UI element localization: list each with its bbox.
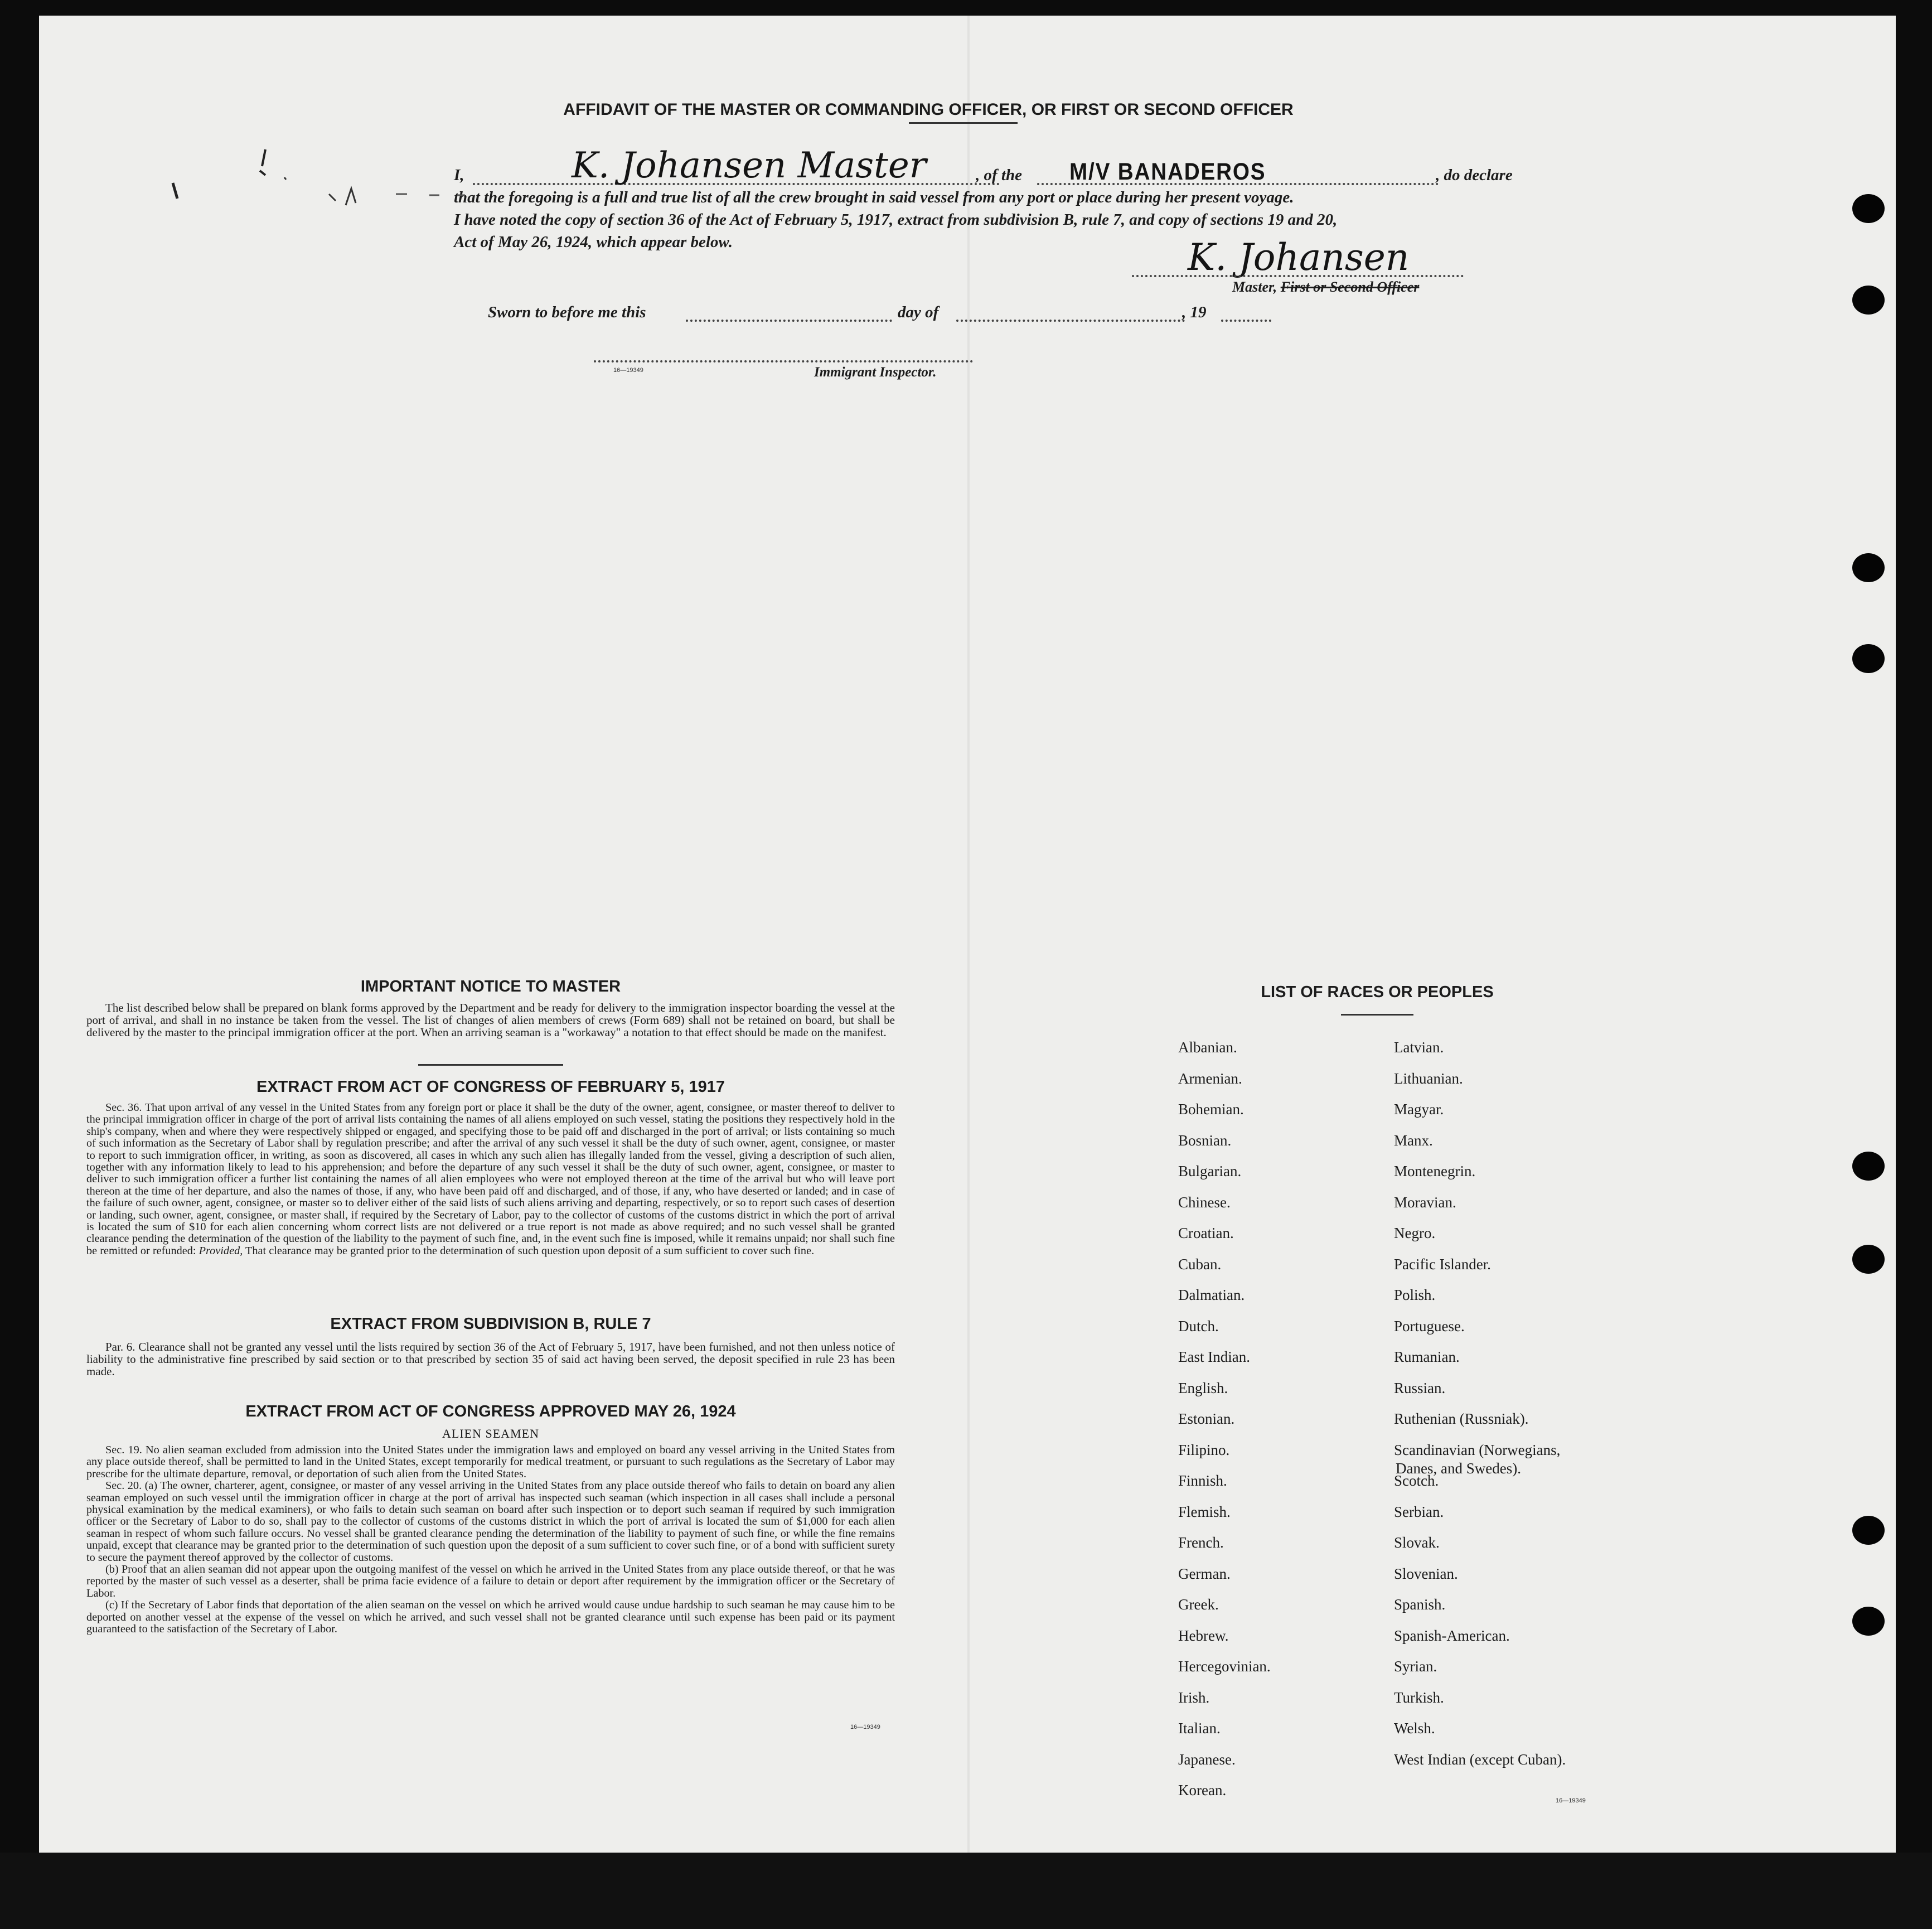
sec20a-text: The owner, charterer, agent, consignee, or master of any vessel arriving in the United States from any place outside thereof who fails to detain on board any alien seaman employed on such vessel until the immigration officer in charge at the port of arrival has inspected such seaman (which inspection in all cases shall include a personal physical examination by the medical examiners), or who fails to detain such seaman on board after such inspection or to deport such seaman if required by such immigration officer or the Secretary of Labor to do so, shall pay to the collector of customs of the customs district in which the port of arrival is located the sum of $1,000 for each alien seaman in respect of whom such failure occurs. No vessel shall be granted clearance pending the determination of the liability to payment of such fine, or while the fine remains unpaid, except that clearance may be granted prior to the determination of such question upon the deposit of a sum sufficient to cover such fine, or of a bond with sufficient surety to secure the payment thereof approved by the collector of customs. xyxy=(86,1480,895,1564)
race-item: Italian. xyxy=(1178,1720,1221,1737)
sworn-year-field xyxy=(1221,320,1271,322)
affidavit-title: AFFIDAVIT OF THE MASTER OR COMMANDING OFFICER, OR FIRST OR SECOND OFFICER xyxy=(563,100,1294,119)
race-item: Spanish. xyxy=(1394,1596,1446,1613)
binder-hole xyxy=(1852,644,1885,673)
races-title-rule xyxy=(1341,1014,1413,1016)
race-item: Rumanian. xyxy=(1394,1348,1460,1365)
race-item: English. xyxy=(1178,1379,1228,1396)
form-number-bottom-right: 16—19349 xyxy=(1556,1797,1586,1804)
race-item: Negro. xyxy=(1394,1225,1436,1241)
title-rule xyxy=(909,122,1018,124)
proviso-label: Provided, xyxy=(198,1244,243,1257)
affidavit-line1-suffix: , do declare xyxy=(1436,166,1513,184)
scan-background xyxy=(0,1853,1932,1929)
notice-paragraph: The list described below shall be prepared on blank forms approved by the Department and be ready for delivery to the immigration inspector boarding the vessel at the port of arrival, and shall in no instance be taken from the vessel. The list of changes of alien members of crews (Form 689) shall not be retained on board, but shall be delivered by the master to the principal immigration officer at the port. When an arriving seaman is a "workaway" a notation to that effect should be made on the manifest. xyxy=(86,1001,895,1039)
race-item: Magyar. xyxy=(1394,1101,1444,1118)
binder-hole xyxy=(1852,1516,1885,1545)
race-item: Croatian. xyxy=(1178,1225,1234,1241)
rule7-text xyxy=(86,1341,895,1377)
inspector-signature-line xyxy=(594,360,973,362)
race-item: Flemish. xyxy=(1178,1503,1231,1520)
race-item: Syrian. xyxy=(1394,1658,1437,1675)
sec19-label: Sec. 19. xyxy=(105,1444,142,1456)
binder-hole xyxy=(1852,1607,1885,1636)
sworn-date-field xyxy=(686,320,892,322)
rule7-title: EXTRACT FROM SUBDIVISION B, RULE 7 xyxy=(330,1315,651,1333)
binder-hole xyxy=(1852,1152,1885,1181)
form-number-bottom-left: 16—19349 xyxy=(850,1724,880,1730)
sec20a-paragraph xyxy=(86,1480,895,1564)
race-item: West Indian (except Cuban). xyxy=(1394,1751,1566,1768)
race-item: Bosnian. xyxy=(1178,1132,1232,1149)
sec19-paragraph xyxy=(86,1444,895,1480)
race-item: Spanish-American. xyxy=(1394,1627,1510,1644)
document-sheet xyxy=(39,16,1896,1855)
sworn-month-field xyxy=(956,320,1185,322)
race-item: Cuban. xyxy=(1178,1255,1222,1273)
race-item: Scotch. xyxy=(1394,1472,1439,1489)
sec36-label: Sec. 36. xyxy=(105,1101,142,1114)
affidavit-line1-mid: , of the xyxy=(976,166,1022,184)
vessel-name-stamp: M/V BANADEROS xyxy=(1069,158,1266,185)
race-item: Albanian. xyxy=(1178,1039,1237,1056)
extract-1917-text xyxy=(86,1102,895,1257)
race-item: Montenegrin. xyxy=(1394,1163,1476,1179)
race-item: Chinese. xyxy=(1178,1193,1231,1211)
sworn-year-label: , 19 xyxy=(1182,303,1207,321)
signer-title-struck: First or Second Officer xyxy=(1280,279,1420,295)
center-fold xyxy=(967,16,970,1855)
sec36-paragraph xyxy=(86,1102,895,1257)
margin-pencil-marks xyxy=(134,133,491,216)
sec19-text: No alien seaman excluded from admission into the United States under the immigration laws and employed on board any vessel arriving in the United States from any place outside thereof, shall be permitted to land in the United States, except temporarily for medical treatment, or pursuant to such regulations as the Secretary of Labor may prescribe for the ultimate departure, removal, or deportation of such alien from the United States. xyxy=(86,1444,895,1480)
race-item: Estonian. xyxy=(1178,1410,1235,1427)
race-item: French. xyxy=(1178,1534,1224,1551)
race-item: Ruthenian (Russniak). xyxy=(1394,1410,1529,1427)
sec20a-label: Sec. 20. (a) xyxy=(105,1480,158,1492)
races-title: LIST OF RACES OR PEOPLES xyxy=(1261,983,1494,1001)
race-item: Slovak. xyxy=(1394,1534,1440,1551)
race-item: Finnish. xyxy=(1178,1472,1227,1489)
sec20c-paragraph: (c) If the Secretary of Labor finds that deportation of the alien seaman on the vessel on which he arrived would cause undue hardship to such seaman he may cause him to be deported on another vessel at the expense of the vessel on which he arrived, and such vessel shall not be granted clearance until such expense has been paid or its payment guaranteed to the satisfaction of the Secretary of Labor. xyxy=(86,1599,895,1636)
master-name-handwriting: K. Johansen Master xyxy=(572,145,927,186)
notice-title: IMPORTANT NOTICE TO MASTER xyxy=(360,978,621,995)
binder-hole xyxy=(1852,553,1885,582)
race-item: Portuguese. xyxy=(1394,1317,1465,1335)
binder-hole xyxy=(1852,194,1885,223)
extract-1924-text xyxy=(86,1444,895,1636)
notice-text xyxy=(86,1002,895,1038)
race-item: Danes, and Swedes). xyxy=(1396,1459,1521,1477)
race-item: Korean. xyxy=(1178,1782,1227,1799)
race-item: Bohemian. xyxy=(1178,1101,1244,1118)
race-item: Lithuanian. xyxy=(1394,1070,1463,1087)
divider-1 xyxy=(418,1064,563,1066)
race-item: Polish. xyxy=(1394,1287,1436,1303)
race-item: East Indian. xyxy=(1178,1348,1250,1365)
race-item: Armenian. xyxy=(1178,1070,1242,1087)
race-item: Hebrew. xyxy=(1178,1627,1229,1644)
sworn-day-label: day of xyxy=(898,303,939,321)
signer-title xyxy=(1232,279,1419,296)
race-item: German. xyxy=(1178,1565,1231,1582)
sec20b-paragraph: (b) Proof that an alien seaman did not appear upon the outgoing manifest of the vessel on which he arrived in the United States from any place outside thereof, or that he was reported by the master of such vessel as a deserter, shall be prima facie evidence of a failure to detain or deport after requirement by the immigration officer or the Secretary of Labor. xyxy=(86,1563,895,1599)
race-item: Filipino. xyxy=(1178,1441,1230,1458)
race-item: Dalmatian. xyxy=(1178,1287,1245,1303)
sec36-text: That upon arrival of any vessel in the United States from any foreign port or place it shall be the duty of the owner, agent, consignee, or master thereof to deliver to the principal immigration officer in charge of the port of arrival lists containing the names of all aliens employed on such vessel, stating the positions they respectively hold in the ship's company, when and where they were respectively shipped or engaged, and specifying those to be paid off and discharged in the port of arrival; or lists containing so much of such information as the Secretary of Labor shall by regulation prescribe; and after the arrival of any such vessel it shall be the duty of such owner, agent, consignee, or master to report to such immigration officer, in writing, as soon as discovered, all cases in which any such alien has illegally landed from the vessel, giving a description of such alien, together with any information likely to lead to his apprehension; and before the departure of any such vessel it shall be the duty of such owner, agent, consignee, or master to deliver to such immigration officer a further list containing the names of all alien employees who were not employed thereon at the time of the arrival but who will leave port thereon at the time of her departure, and also the names of those, if any, who have been paid off and discharged, and of those, if any, who have deserted or landed; and in case of the failure of such owner, agent, consignee, or master so to deliver either of the said lists of such aliens arriving and departing, respectively, or so to report such cases of desertion or landing, such owner, agent, consignee, or master shall, if required by the Secretary of Labor, pay to the collector of customs of the customs district in which the port of arrival is located the sum of $10 for each alien concerning whom correct lists are not delivered or a true report is not made as above required; and no such vessel shall be granted clearance pending the determination of the question of the liability to the payment of such fine, and, in the event such fine is imposed, while it remains unpaid; nor shall such fine be remitted or refunded: xyxy=(86,1101,895,1257)
affidavit-line3: I have noted the copy of section 36 of the Act of February 5, 1917, extract from subdivision B, rule 7, and copy of sections 19 and 20, xyxy=(454,211,1338,229)
race-item: Japanese. xyxy=(1178,1751,1236,1768)
race-item: Greek. xyxy=(1178,1596,1219,1613)
binder-hole xyxy=(1852,1245,1885,1274)
race-item: Moravian. xyxy=(1394,1193,1456,1211)
binder-hole xyxy=(1852,286,1885,315)
extract-1917-title: EXTRACT FROM ACT OF CONGRESS OF FEBRUARY 5, 1917 xyxy=(256,1078,725,1096)
race-item: Pacific Islander. xyxy=(1394,1255,1491,1273)
signer-title-master: Master, xyxy=(1232,279,1277,295)
race-item: Welsh. xyxy=(1394,1720,1435,1737)
race-item: Turkish. xyxy=(1394,1689,1444,1706)
affidavit-line2: that the foregoing is a full and true list of all the crew brought in said vessel from any port or place during her present voyage. xyxy=(454,188,1294,206)
race-item: Slovenian. xyxy=(1394,1565,1458,1582)
alien-seamen-subtitle: ALIEN SEAMEN xyxy=(442,1427,539,1440)
race-item: Latvian. xyxy=(1394,1039,1444,1056)
race-item: Hercegovinian. xyxy=(1178,1658,1271,1675)
race-item: Manx. xyxy=(1394,1132,1433,1149)
race-item: Serbian. xyxy=(1394,1503,1444,1520)
affidavit-line1-prefix: I, xyxy=(454,166,464,184)
rule7-paragraph: Par. 6. Clearance shall not be granted any vessel until the lists required by section 36 of the Act of February 5, 1917, have been furnished, and not then unless notice of liability to the administrative fine prescribed by said section or to that prescribed by section 35 of said act having been served, the deposit specified in rule 23 has been made. xyxy=(86,1340,895,1378)
race-item: Dutch. xyxy=(1178,1317,1219,1335)
race-item: Russian. xyxy=(1394,1379,1446,1396)
master-signature: K. Johansen xyxy=(1188,236,1410,279)
race-item: Irish. xyxy=(1178,1689,1210,1706)
inspector-label: Immigrant Inspector. xyxy=(814,365,937,380)
race-item: Scandinavian (Norwegians, xyxy=(1394,1441,1561,1458)
extract-1924-title: EXTRACT FROM ACT OF CONGRESS APPROVED MAY 26, 1924 xyxy=(245,1403,736,1420)
signature-line xyxy=(1132,275,1464,277)
sworn-prefix: Sworn to before me this xyxy=(488,303,646,321)
race-item: Bulgarian. xyxy=(1178,1163,1242,1179)
affidavit-line4: Act of May 26, 1924, which appear below. xyxy=(454,233,733,251)
proviso-text: That clearance may be granted prior to the determination of such question upon deposit of a sum sufficient to cover such fine. xyxy=(245,1244,815,1257)
form-number-top: 16—19349 xyxy=(613,367,643,374)
